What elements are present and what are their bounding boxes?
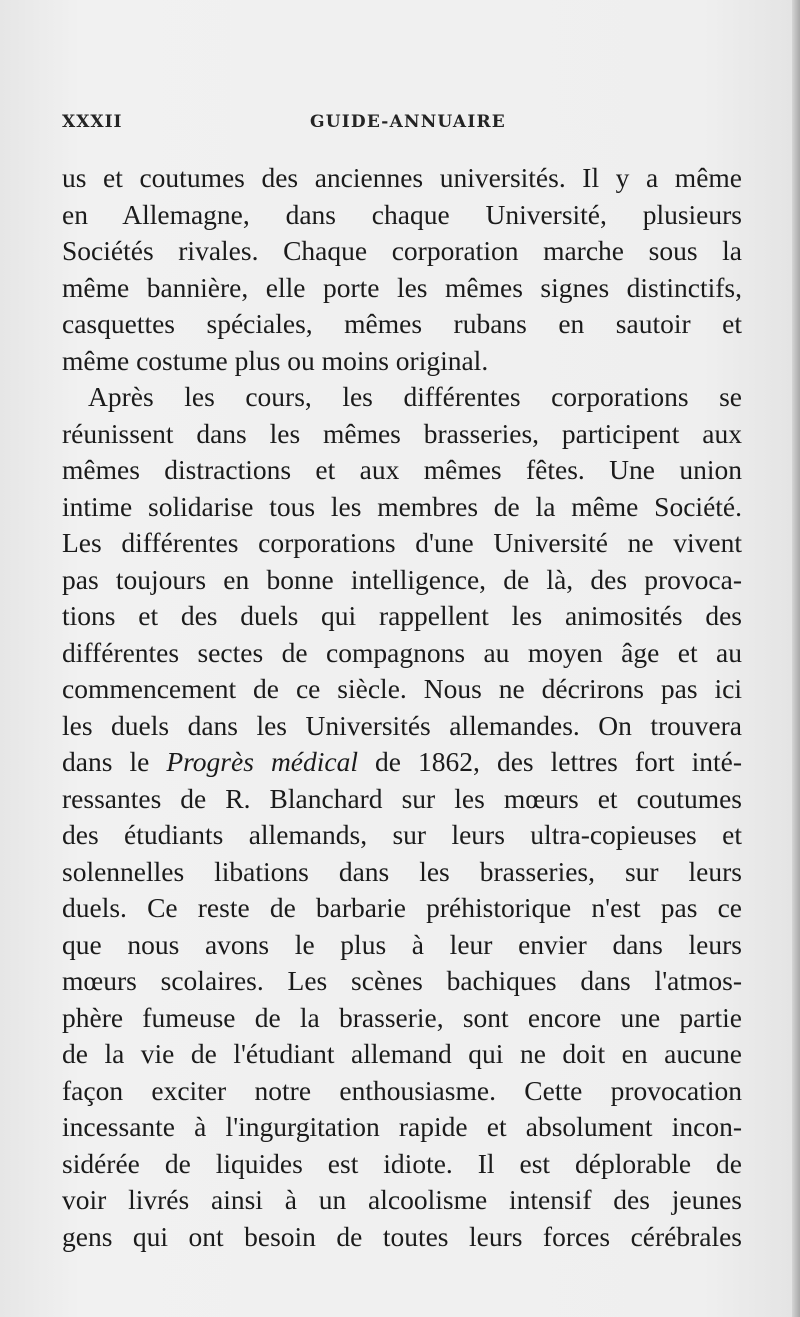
text-line: en Allemagne, dans chaque Université, plusieurs — [62, 198, 742, 230]
text-line: commencement de ce siècle. Nous ne décrirons pas ici — [62, 673, 742, 704]
text-line: casquettes spéciales, mêmes rubans en sautoir et — [62, 308, 742, 339]
text-fragment: de 1862, des lettres fort inté- — [358, 746, 742, 777]
text-line: les duels dans les Universités allemandes. On trouvera — [62, 709, 742, 741]
text-line: us et coutumes des anciennes universités. Il y a même — [62, 162, 742, 193]
page-number: XXXII — [62, 112, 123, 132]
text-line: Sociétés rivales. Chaque corporation marche sous la — [62, 235, 742, 266]
journal-title: Progrès médical — [166, 746, 359, 777]
text-line: réunissent dans les mêmes brasseries, participent aux — [62, 417, 742, 449]
text-line: différentes sectes de compagnons au moyen âge et au — [62, 636, 742, 668]
text-line: mœurs scolaires. Les scènes bachiques dans l'atmos- — [62, 965, 742, 996]
text-line: incessante à l'ingurgitation rapide et absolument incon- — [62, 1111, 742, 1142]
text-line: solennelles libations dans les brasseries, sur leurs — [62, 855, 742, 887]
text-fragment: dans le — [62, 746, 167, 777]
text-line: des étudiants allemands, sur leurs ultra-copieuses et — [62, 819, 742, 850]
text-line — [62, 744, 742, 781]
body-text — [62, 160, 742, 1255]
running-title: GUIDE-ANNUAIRE — [310, 112, 506, 132]
text-line: mêmes distractions et aux mêmes fêtes. Une union — [62, 454, 742, 485]
text-line: sidérée de liquides est idiote. Il est déplorable de — [62, 1147, 742, 1179]
text-line: duels. Ce reste de barbarie préhistorique n'est pas ce — [62, 892, 742, 923]
text-line: intime solidarise tous les membres de la même Société. — [62, 490, 742, 522]
page-header — [62, 112, 742, 138]
page-edge-shadow — [792, 0, 800, 1317]
text-line: Après les cours, les différentes corporations se — [88, 381, 742, 412]
text-line: ressantes de R. Blanchard sur les mœurs et coutumes — [62, 782, 742, 814]
text-line: même costume plus ou moins original. — [62, 344, 489, 376]
text-line: phère fumeuse de la brasserie, sont encore une partie — [62, 1001, 742, 1033]
text-line: façon exciter notre enthousiasme. Cette provocation — [62, 1074, 742, 1106]
text-line: que nous avons le plus à leur envier dans leurs — [62, 928, 742, 960]
text-line: de la vie de l'étudiant allemand qui ne doit en aucune — [62, 1038, 742, 1069]
text-line: Les différentes corporations d'une Université ne vivent — [62, 527, 742, 558]
text-line: même bannière, elle porte les mêmes signes distinctifs, — [62, 271, 742, 303]
text-line: voir livrés ainsi à un alcoolisme intensif des jeunes — [62, 1184, 742, 1215]
text-line: pas toujours en bonne intelligence, de là, des provoca- — [62, 563, 742, 595]
text-line: gens qui ont besoin de toutes leurs forces cérébrales — [62, 1220, 742, 1252]
text-line: tions et des duels qui rappellent les animosités des — [62, 600, 742, 631]
